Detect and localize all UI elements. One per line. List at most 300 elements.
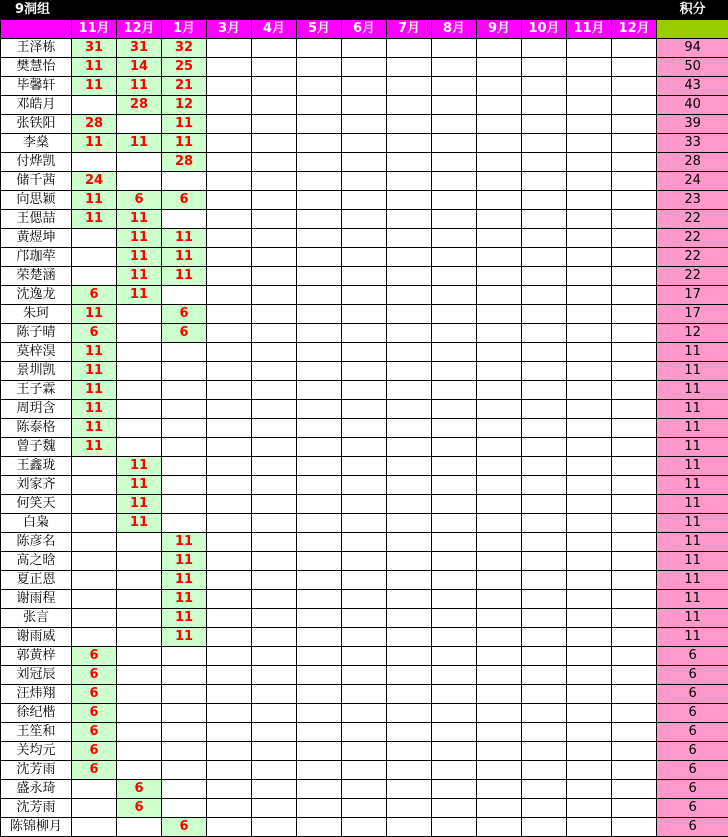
score-cell[interactable]: 6: [72, 647, 117, 666]
score-cell[interactable]: [252, 609, 297, 628]
score-cell[interactable]: [612, 229, 657, 248]
score-cell[interactable]: [162, 723, 207, 742]
score-cell[interactable]: [522, 704, 567, 723]
score-cell[interactable]: [342, 552, 387, 571]
total-score-cell[interactable]: 24: [657, 172, 728, 191]
score-cell[interactable]: [612, 267, 657, 286]
score-cell[interactable]: [342, 58, 387, 77]
score-cell[interactable]: 11: [117, 267, 162, 286]
score-cell[interactable]: [342, 381, 387, 400]
score-cell[interactable]: [387, 305, 432, 324]
player-name-cell[interactable]: 朱珂: [1, 305, 72, 324]
score-cell[interactable]: [297, 191, 342, 210]
total-score-cell[interactable]: 11: [657, 362, 728, 381]
score-cell[interactable]: [207, 172, 252, 191]
total-score-cell[interactable]: 11: [657, 419, 728, 438]
score-cell[interactable]: [432, 590, 477, 609]
score-cell[interactable]: [252, 628, 297, 647]
score-cell[interactable]: [612, 685, 657, 704]
score-cell[interactable]: [477, 362, 522, 381]
score-cell[interactable]: [342, 153, 387, 172]
score-cell[interactable]: [612, 153, 657, 172]
score-cell[interactable]: 6: [162, 818, 207, 837]
score-cell[interactable]: [522, 229, 567, 248]
score-cell[interactable]: [567, 495, 612, 514]
score-cell[interactable]: 11: [162, 229, 207, 248]
score-cell[interactable]: [387, 723, 432, 742]
score-cell[interactable]: 11: [162, 609, 207, 628]
total-score-cell[interactable]: 11: [657, 533, 728, 552]
player-name-cell[interactable]: 沈芳雨: [1, 761, 72, 780]
score-cell[interactable]: [567, 381, 612, 400]
player-name-cell[interactable]: 谢雨威: [1, 628, 72, 647]
score-cell[interactable]: [567, 685, 612, 704]
score-cell[interactable]: 11: [162, 533, 207, 552]
score-cell[interactable]: [522, 400, 567, 419]
score-cell[interactable]: [297, 229, 342, 248]
player-name-cell[interactable]: 刘冠辰: [1, 666, 72, 685]
score-cell[interactable]: 11: [72, 438, 117, 457]
player-name-cell[interactable]: 王泽栋: [1, 39, 72, 58]
score-cell[interactable]: [387, 419, 432, 438]
score-cell[interactable]: [522, 514, 567, 533]
score-cell[interactable]: [567, 324, 612, 343]
score-cell[interactable]: [72, 818, 117, 837]
score-cell[interactable]: [162, 172, 207, 191]
score-cell[interactable]: [567, 457, 612, 476]
score-cell[interactable]: [387, 286, 432, 305]
score-cell[interactable]: 11: [117, 514, 162, 533]
score-cell[interactable]: [297, 172, 342, 191]
score-cell[interactable]: [387, 191, 432, 210]
score-cell[interactable]: 11: [72, 381, 117, 400]
score-cell[interactable]: [387, 590, 432, 609]
score-cell[interactable]: [522, 761, 567, 780]
score-cell[interactable]: [207, 248, 252, 267]
score-cell[interactable]: [117, 400, 162, 419]
score-cell[interactable]: [567, 58, 612, 77]
score-cell[interactable]: 11: [72, 191, 117, 210]
score-cell[interactable]: [522, 647, 567, 666]
score-cell[interactable]: [207, 552, 252, 571]
score-cell[interactable]: [477, 476, 522, 495]
score-cell[interactable]: [522, 419, 567, 438]
score-cell[interactable]: [342, 723, 387, 742]
score-cell[interactable]: [207, 191, 252, 210]
score-cell[interactable]: [477, 438, 522, 457]
score-cell[interactable]: [117, 609, 162, 628]
score-cell[interactable]: [252, 666, 297, 685]
total-score-cell[interactable]: 22: [657, 248, 728, 267]
total-score-cell[interactable]: 17: [657, 305, 728, 324]
player-name-cell[interactable]: 曾子魏: [1, 438, 72, 457]
score-cell[interactable]: [612, 628, 657, 647]
score-cell[interactable]: [567, 343, 612, 362]
score-cell[interactable]: [612, 495, 657, 514]
score-cell[interactable]: [432, 305, 477, 324]
score-cell[interactable]: [117, 362, 162, 381]
score-cell[interactable]: [387, 381, 432, 400]
score-cell[interactable]: 11: [117, 77, 162, 96]
total-score-cell[interactable]: 6: [657, 799, 728, 818]
score-cell[interactable]: [612, 666, 657, 685]
score-cell[interactable]: 21: [162, 77, 207, 96]
score-cell[interactable]: [297, 286, 342, 305]
player-name-cell[interactable]: 王子霖: [1, 381, 72, 400]
score-cell[interactable]: [612, 77, 657, 96]
score-cell[interactable]: [477, 115, 522, 134]
score-cell[interactable]: [612, 115, 657, 134]
score-cell[interactable]: [567, 153, 612, 172]
score-cell[interactable]: [612, 39, 657, 58]
score-cell[interactable]: [567, 704, 612, 723]
score-cell[interactable]: [612, 552, 657, 571]
score-cell[interactable]: [72, 267, 117, 286]
score-cell[interactable]: [297, 362, 342, 381]
score-cell[interactable]: [612, 609, 657, 628]
score-cell[interactable]: 6: [117, 780, 162, 799]
score-cell[interactable]: [72, 495, 117, 514]
total-score-cell[interactable]: 11: [657, 343, 728, 362]
score-cell[interactable]: 6: [72, 685, 117, 704]
score-cell[interactable]: [432, 362, 477, 381]
score-cell[interactable]: [432, 324, 477, 343]
score-cell[interactable]: [342, 191, 387, 210]
score-cell[interactable]: [432, 172, 477, 191]
score-cell[interactable]: [342, 647, 387, 666]
player-name-cell[interactable]: 陈彦名: [1, 533, 72, 552]
player-name-cell[interactable]: 刘家齐: [1, 476, 72, 495]
player-name-cell[interactable]: 李燊: [1, 134, 72, 153]
score-cell[interactable]: [477, 780, 522, 799]
score-cell[interactable]: [117, 723, 162, 742]
total-score-cell[interactable]: 6: [657, 685, 728, 704]
player-name-cell[interactable]: 郭黄梓: [1, 647, 72, 666]
player-name-cell[interactable]: 高之晗: [1, 552, 72, 571]
score-cell[interactable]: [567, 742, 612, 761]
score-cell[interactable]: [567, 628, 612, 647]
score-cell[interactable]: [252, 362, 297, 381]
score-cell[interactable]: [297, 647, 342, 666]
score-cell[interactable]: [342, 324, 387, 343]
player-name-cell[interactable]: 沈逸龙: [1, 286, 72, 305]
total-score-cell[interactable]: 11: [657, 457, 728, 476]
score-cell[interactable]: [567, 514, 612, 533]
score-cell[interactable]: [252, 210, 297, 229]
total-score-cell[interactable]: 12: [657, 324, 728, 343]
score-cell[interactable]: [477, 552, 522, 571]
score-cell[interactable]: [297, 590, 342, 609]
score-cell[interactable]: [252, 419, 297, 438]
score-cell[interactable]: [567, 400, 612, 419]
score-cell[interactable]: [432, 210, 477, 229]
score-cell[interactable]: [117, 818, 162, 837]
score-cell[interactable]: [207, 590, 252, 609]
score-cell[interactable]: 11: [72, 400, 117, 419]
score-cell[interactable]: [567, 305, 612, 324]
score-cell[interactable]: [162, 647, 207, 666]
score-cell[interactable]: [207, 286, 252, 305]
score-cell[interactable]: [297, 210, 342, 229]
score-cell[interactable]: [477, 77, 522, 96]
total-score-cell[interactable]: 6: [657, 647, 728, 666]
player-name-cell[interactable]: 盛永琦: [1, 780, 72, 799]
player-name-cell[interactable]: 陈子晴: [1, 324, 72, 343]
score-cell[interactable]: 11: [162, 590, 207, 609]
score-cell[interactable]: [297, 134, 342, 153]
score-cell[interactable]: [612, 58, 657, 77]
score-cell[interactable]: [297, 457, 342, 476]
score-cell[interactable]: [117, 552, 162, 571]
score-cell[interactable]: [342, 780, 387, 799]
score-cell[interactable]: [387, 533, 432, 552]
score-cell[interactable]: [72, 248, 117, 267]
score-cell[interactable]: [162, 343, 207, 362]
score-cell[interactable]: [387, 248, 432, 267]
score-cell[interactable]: [612, 191, 657, 210]
score-cell[interactable]: 11: [117, 229, 162, 248]
score-cell[interactable]: 28: [72, 115, 117, 134]
score-cell[interactable]: 11: [72, 305, 117, 324]
total-score-cell[interactable]: 11: [657, 381, 728, 400]
score-cell[interactable]: [522, 723, 567, 742]
player-name-cell[interactable]: 樊慧怡: [1, 58, 72, 77]
score-cell[interactable]: [207, 58, 252, 77]
score-cell[interactable]: [387, 134, 432, 153]
score-cell[interactable]: [522, 286, 567, 305]
total-score-cell[interactable]: 11: [657, 476, 728, 495]
score-cell[interactable]: [117, 571, 162, 590]
score-cell[interactable]: [612, 362, 657, 381]
score-cell[interactable]: [342, 229, 387, 248]
player-name-cell[interactable]: 周玥含: [1, 400, 72, 419]
score-cell[interactable]: [477, 267, 522, 286]
score-cell[interactable]: [477, 381, 522, 400]
score-cell[interactable]: 6: [162, 324, 207, 343]
score-cell[interactable]: [612, 533, 657, 552]
score-cell[interactable]: [252, 704, 297, 723]
score-cell[interactable]: [612, 172, 657, 191]
score-cell[interactable]: 28: [162, 153, 207, 172]
score-cell[interactable]: [387, 799, 432, 818]
score-cell[interactable]: [387, 818, 432, 837]
score-cell[interactable]: [387, 115, 432, 134]
score-cell[interactable]: [612, 419, 657, 438]
score-cell[interactable]: [117, 685, 162, 704]
score-cell[interactable]: 11: [162, 134, 207, 153]
score-cell[interactable]: [432, 115, 477, 134]
score-cell[interactable]: [297, 723, 342, 742]
score-cell[interactable]: [207, 514, 252, 533]
score-cell[interactable]: 11: [72, 77, 117, 96]
score-cell[interactable]: [387, 438, 432, 457]
score-cell[interactable]: [297, 495, 342, 514]
total-score-cell[interactable]: 94: [657, 39, 728, 58]
score-cell[interactable]: [567, 419, 612, 438]
score-cell[interactable]: [297, 666, 342, 685]
score-cell[interactable]: [477, 96, 522, 115]
score-cell[interactable]: 11: [117, 495, 162, 514]
score-cell[interactable]: [342, 761, 387, 780]
score-cell[interactable]: 31: [117, 39, 162, 58]
score-cell[interactable]: [567, 39, 612, 58]
score-cell[interactable]: [117, 647, 162, 666]
score-cell[interactable]: [162, 742, 207, 761]
score-cell[interactable]: [432, 514, 477, 533]
score-cell[interactable]: [72, 609, 117, 628]
total-score-cell[interactable]: 11: [657, 571, 728, 590]
score-cell[interactable]: [612, 343, 657, 362]
player-name-cell[interactable]: 王鑫珑: [1, 457, 72, 476]
score-cell[interactable]: [567, 172, 612, 191]
score-cell[interactable]: [342, 134, 387, 153]
score-cell[interactable]: [432, 400, 477, 419]
score-cell[interactable]: [342, 400, 387, 419]
score-cell[interactable]: [477, 704, 522, 723]
score-cell[interactable]: [612, 590, 657, 609]
score-cell[interactable]: [477, 324, 522, 343]
score-cell[interactable]: [432, 780, 477, 799]
score-cell[interactable]: [612, 286, 657, 305]
score-cell[interactable]: [207, 381, 252, 400]
score-cell[interactable]: 11: [117, 286, 162, 305]
score-cell[interactable]: [207, 799, 252, 818]
score-cell[interactable]: [387, 742, 432, 761]
score-cell[interactable]: [477, 305, 522, 324]
score-cell[interactable]: [567, 134, 612, 153]
score-cell[interactable]: 6: [117, 799, 162, 818]
score-cell[interactable]: [117, 704, 162, 723]
score-cell[interactable]: [567, 818, 612, 837]
score-cell[interactable]: [297, 476, 342, 495]
total-score-cell[interactable]: 6: [657, 666, 728, 685]
score-cell[interactable]: [387, 704, 432, 723]
score-cell[interactable]: [342, 818, 387, 837]
score-cell[interactable]: [522, 457, 567, 476]
score-cell[interactable]: [252, 457, 297, 476]
player-name-cell[interactable]: 王偲喆: [1, 210, 72, 229]
score-cell[interactable]: [342, 172, 387, 191]
score-cell[interactable]: [567, 799, 612, 818]
score-cell[interactable]: [567, 609, 612, 628]
score-cell[interactable]: [567, 286, 612, 305]
score-cell[interactable]: [297, 115, 342, 134]
score-cell[interactable]: 6: [162, 305, 207, 324]
score-cell[interactable]: 24: [72, 172, 117, 191]
score-cell[interactable]: [342, 115, 387, 134]
score-cell[interactable]: [432, 571, 477, 590]
total-score-cell[interactable]: 11: [657, 609, 728, 628]
total-score-cell[interactable]: 11: [657, 438, 728, 457]
score-cell[interactable]: [297, 552, 342, 571]
score-cell[interactable]: [297, 248, 342, 267]
score-cell[interactable]: [162, 210, 207, 229]
score-cell[interactable]: [162, 457, 207, 476]
score-cell[interactable]: [432, 77, 477, 96]
score-cell[interactable]: [612, 438, 657, 457]
score-cell[interactable]: [567, 438, 612, 457]
score-cell[interactable]: [252, 742, 297, 761]
score-cell[interactable]: [477, 647, 522, 666]
player-name-cell[interactable]: 王笙和: [1, 723, 72, 742]
score-cell[interactable]: [297, 324, 342, 343]
score-cell[interactable]: 11: [117, 476, 162, 495]
score-cell[interactable]: [207, 495, 252, 514]
score-cell[interactable]: [117, 343, 162, 362]
score-cell[interactable]: [567, 210, 612, 229]
score-cell[interactable]: [387, 39, 432, 58]
score-cell[interactable]: [432, 343, 477, 362]
score-cell[interactable]: [342, 704, 387, 723]
score-cell[interactable]: [522, 533, 567, 552]
score-cell[interactable]: [477, 210, 522, 229]
score-cell[interactable]: [297, 533, 342, 552]
score-cell[interactable]: [72, 476, 117, 495]
score-cell[interactable]: [432, 229, 477, 248]
score-cell[interactable]: [162, 438, 207, 457]
score-cell[interactable]: [342, 286, 387, 305]
player-name-cell[interactable]: 沈芳雨: [1, 799, 72, 818]
score-cell[interactable]: [72, 628, 117, 647]
score-cell[interactable]: [522, 343, 567, 362]
score-cell[interactable]: [207, 153, 252, 172]
score-cell[interactable]: [207, 647, 252, 666]
score-cell[interactable]: [522, 476, 567, 495]
score-cell[interactable]: [432, 39, 477, 58]
score-cell[interactable]: [252, 324, 297, 343]
score-cell[interactable]: [207, 476, 252, 495]
score-cell[interactable]: [432, 419, 477, 438]
score-cell[interactable]: [477, 191, 522, 210]
score-cell[interactable]: [522, 362, 567, 381]
score-cell[interactable]: [342, 77, 387, 96]
score-cell[interactable]: [342, 571, 387, 590]
score-cell[interactable]: [297, 153, 342, 172]
score-cell[interactable]: [567, 552, 612, 571]
score-cell[interactable]: [387, 495, 432, 514]
score-cell[interactable]: 11: [162, 628, 207, 647]
score-cell[interactable]: [522, 628, 567, 647]
score-cell[interactable]: [567, 115, 612, 134]
total-score-cell[interactable]: 11: [657, 590, 728, 609]
score-cell[interactable]: [567, 476, 612, 495]
score-cell[interactable]: [522, 305, 567, 324]
score-cell[interactable]: [432, 552, 477, 571]
score-cell[interactable]: [522, 267, 567, 286]
score-cell[interactable]: [117, 742, 162, 761]
score-cell[interactable]: [522, 685, 567, 704]
score-cell[interactable]: [522, 590, 567, 609]
score-cell[interactable]: [207, 267, 252, 286]
score-cell[interactable]: [207, 115, 252, 134]
score-cell[interactable]: [432, 134, 477, 153]
score-cell[interactable]: [477, 343, 522, 362]
score-cell[interactable]: 6: [72, 666, 117, 685]
score-cell[interactable]: [612, 96, 657, 115]
score-cell[interactable]: 6: [72, 286, 117, 305]
total-score-cell[interactable]: 6: [657, 780, 728, 799]
score-cell[interactable]: [297, 267, 342, 286]
score-cell[interactable]: [477, 571, 522, 590]
score-cell[interactable]: 11: [72, 210, 117, 229]
score-cell[interactable]: [297, 77, 342, 96]
score-cell[interactable]: [252, 191, 297, 210]
score-cell[interactable]: [342, 267, 387, 286]
score-cell[interactable]: [252, 58, 297, 77]
player-name-cell[interactable]: 向思颖: [1, 191, 72, 210]
score-cell[interactable]: 6: [72, 723, 117, 742]
score-cell[interactable]: [252, 476, 297, 495]
